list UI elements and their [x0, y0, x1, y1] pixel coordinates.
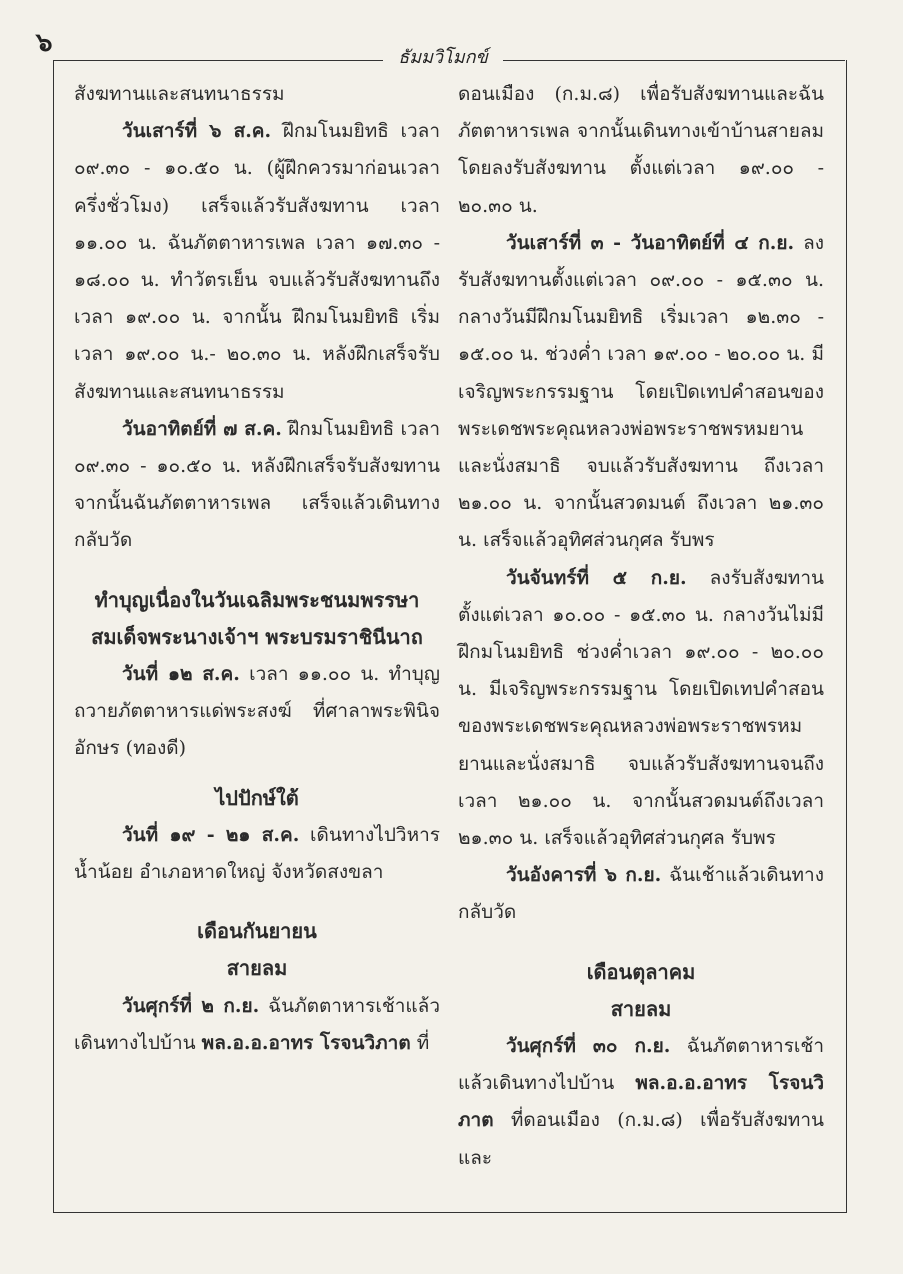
- entry-text: ฝึกมโนมยิทธิ เวลา ๐๙.๓๐ - ๑๐.๕๐ น. (ผู้ฝึกควรมาก่อนเวลาครึ่งชั่วโมง) เสร็จแล้วรับสังฆทาน เวลา ๑๑.๐๐ น. ฉันภัตตาหารเพล เวลา ๑๗.๓๐ - ๑๘.๐๐ น. ทำวัตรเย็น จบแล้วรับสังฆทานถึงเวลา ๑๙.๐๐ น. จากนั้น ฝึกมโนมยิทธิ เริ่มเวลา ๑๙.๐๐ น.- ๒๐.๓๐ น. หลังฝึกเสร็จรับสังฆทานและสนทนาธรรม: [74, 120, 440, 403]
- section-heading: ไปปักษ์ใต้: [215, 785, 299, 810]
- entry-date: วันที่ ๑๒ ส.ค.: [122, 663, 240, 686]
- spacer: [74, 560, 440, 582]
- header-title: ธัมมวิโมกข์: [398, 47, 488, 68]
- entry-text: ฝึกมโนมยิทธิ เวลา ๐๙.๓๐ - ๑๐.๕๐ น. หลังฝึกเสร็จรับสังฆทาน จากนั้นฉันภัตตาหารเพล เสร็จแล้วเดินทางกลับวัด: [74, 417, 440, 552]
- entry-text: ฉันภัตตาหารเช้าแล้วเดินทางไปบ้าน: [74, 994, 440, 1054]
- place-heading: สายลม: [226, 956, 288, 981]
- section-heading: สมเด็จพระนางเจ้าฯ พระบรมราชินีนาถ: [91, 624, 423, 649]
- paragraph: ดอนเมือง (ก.ม.๘) เพื่อรับสังฆทานและฉันภัตตาหารเพล จากนั้นเดินทางเข้าบ้านสายลมโดยลงรับสังฆทาน ตั้งแต่เวลา ๑๙.๐๐ - ๒๐.๓๐ น.: [458, 83, 824, 217]
- entry-text: ลงรับสังฆทานตั้งแต่เวลา ๐๙.๐๐ - ๑๕.๓๐ น. กลางวันมีฝึกมโนมยิทธิ เริ่มเวลา ๑๒.๓๐ - ๑๕.๐๐ น. ช่วงค่ำ เวลา ๑๙.๐๐ - ๒๐.๐๐ น. มีเจริญพระกรรมฐาน โดยเปิดเทปคำสอนของพระเดชพระคุณหลวงพ่อพระราชพรหมยานและนั่งสมาธิ จบแล้วรับสังฆทาน ถึงเวลา ๒๑.๐๐ น. จากนั้นสวดมนต์ ถึงเวลา ๒๑.๓๐ น. เสร็จแล้วอุทิศส่วนกุศล รับพร: [458, 231, 824, 552]
- page-number: ๖: [36, 28, 53, 58]
- section-heading: ทำบุญเนื่องในวันเฉลิมพระชนมพรรษา: [94, 587, 420, 612]
- schedule-entry: [74, 411, 440, 560]
- place-heading: สายลม: [610, 996, 672, 1021]
- entry-date: วันอาทิตย์ที่ ๗ ส.ค.: [122, 417, 282, 440]
- entry-date: วันเสาร์ที่ ๓ - วันอาทิตย์ที่ ๔ ก.ย.: [506, 231, 795, 254]
- entry-date: วันเสาร์ที่ ๖ ส.ค.: [122, 120, 272, 143]
- paragraph: สังฆทานและสนทนาธรรม: [74, 83, 285, 105]
- entry-text: เวลา ๑๑.๐๐ น. ทำบุญถวายภัตตาหารแด่พระสงฆ์ ที่ศาลาพระพินิจอักษร (ทองดี): [74, 663, 440, 760]
- schedule-entry: [74, 817, 440, 891]
- left-column: [74, 76, 440, 1062]
- entry-date: วันจันทร์ที่ ๕ ก.ย.: [506, 566, 687, 589]
- entry-date: วันศุกร์ที่ ๒ ก.ย.: [122, 994, 260, 1017]
- schedule-entry: [74, 113, 440, 411]
- entry-date: วันที่ ๑๙ - ๒๑ ส.ค.: [122, 823, 300, 846]
- spacer: [458, 932, 824, 954]
- schedule-entry: [458, 225, 824, 560]
- schedule-entry: [458, 857, 824, 931]
- schedule-entry: [74, 656, 440, 768]
- entry-text: เดินทางไปวิหารน้ำน้อย อำเภอหาดใหญ่ จังหวัดสงขลา: [74, 823, 440, 884]
- entry-text: ที่ดอนเมือง (ก.ม.๘) เพื่อรับสังฆทาน และ: [458, 1109, 824, 1169]
- entry-date: วันอังคารที่ ๖ ก.ย.: [506, 864, 662, 887]
- spacer: [74, 768, 440, 780]
- entry-text: ฉันเช้าแล้วเดินทางกลับวัด: [458, 864, 824, 924]
- right-column: [458, 76, 824, 1177]
- schedule-entry: [74, 988, 440, 1062]
- host-name: พล.อ.อ.อาทร โรจนวิภาต: [201, 1031, 411, 1054]
- spacer: [74, 891, 440, 913]
- host-name: พล.อ.อ.อาทร โรจนวิภาต: [458, 1072, 824, 1132]
- month-heading: เดือนตุลาคม: [586, 959, 696, 984]
- month-heading: เดือนกันยายน: [197, 919, 317, 944]
- entry-text: ที่: [410, 1031, 430, 1054]
- entry-text: ลงรับสังฆทาน ตั้งแต่เวลา ๑๐.๐๐ - ๑๕.๓๐ น. กลางวันไม่มีฝึกมโนมยิทธิ ช่วงค่ำเวลา ๑๙.๐๐ - ๒๐.๐๐ น. มีเจริญพระกรรมฐาน โดยเปิดเทปคำสอนของพระเดชพระคุณหลวงพ่อพระราชพรหมยานและนั่งสมาธิ จบแล้วรับสังฆทานจนถึง เวลา ๒๑.๐๐ น. จากนั้นสวดมนต์ถึงเวลา ๒๑.๓๐ น. เสร็จแล้วอุทิศส่วนกุศล รับพร: [458, 566, 824, 850]
- schedule-entry: [458, 560, 824, 858]
- schedule-entry: [458, 1028, 824, 1177]
- entry-date: วันศุกร์ที่ ๓๐ ก.ย.: [506, 1035, 671, 1058]
- entry-text: ฉันภัตตาหารเช้าแล้วเดินทางไปบ้าน: [458, 1035, 824, 1095]
